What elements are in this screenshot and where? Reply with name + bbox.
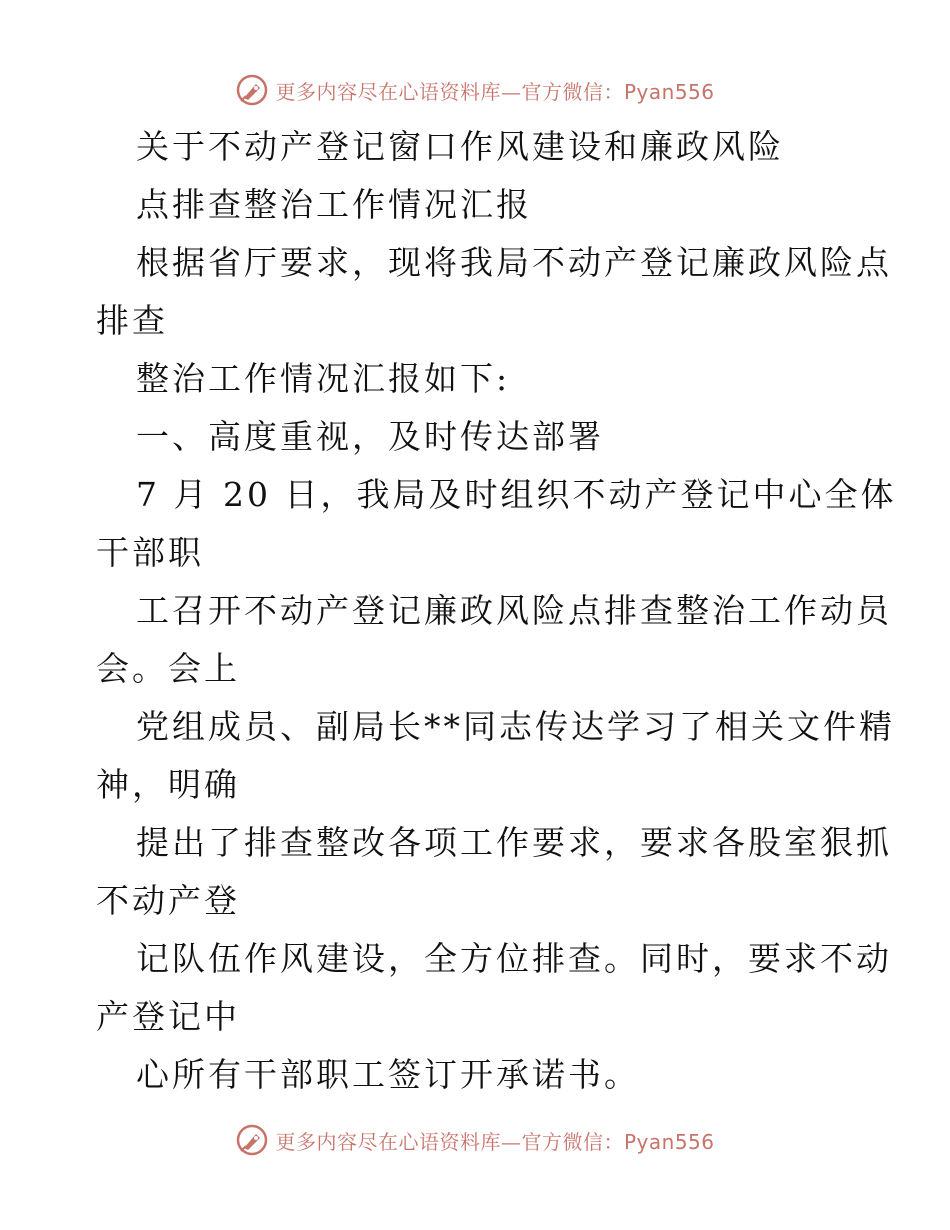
title-line-1: 关于不动产登记窗口作风建设和廉政风险 <box>136 127 784 166</box>
paragraph-line: 干部职 <box>96 533 204 572</box>
paragraph-line: 提出了排查整改各项工作要求，要求各股室狠抓 <box>136 823 892 862</box>
paragraph-line: 整治工作情况汇报如下: <box>136 359 511 398</box>
paragraph-line: 工召开不动产登记廉政风险点排查整治工作动员 <box>136 591 892 630</box>
section-heading: 一、高度重视，及时传达部署 <box>136 417 604 456</box>
title-line-2: 点排查整治工作情况汇报 <box>136 185 532 224</box>
paragraph-line: 7 月 20 日，我局及时组织不动产登记中心全体 <box>136 475 897 514</box>
pen-nib-logo-icon <box>235 73 269 107</box>
paragraph-line: 心所有干部职工签订开承诺书。 <box>136 1055 640 1094</box>
watermark-text <box>275 1126 714 1155</box>
watermark-label: 更多内容尽在心语资料库—官方微信： <box>275 1129 624 1154</box>
paragraph-line: 根据省厅要求，现将我局不动产登记廉政风险点 <box>136 243 892 282</box>
paragraph-line: 排查 <box>96 301 168 340</box>
header-watermark <box>0 70 950 110</box>
paragraph-line: 产登记中 <box>96 997 240 1036</box>
paragraph-line: 记队伍作风建设，全方位排查。同时，要求不动 <box>136 939 892 978</box>
paragraph-line: 党组成员、副局长**同志传达学习了相关文件精 <box>136 707 895 746</box>
header-watermark-inner <box>235 73 714 107</box>
watermark-id: Pyan556 <box>623 79 715 104</box>
watermark-label: 更多内容尽在心语资料库—官方微信： <box>275 79 624 104</box>
watermark-text <box>275 76 714 105</box>
footer-watermark <box>0 1120 950 1160</box>
paragraph-line: 不动产登 <box>96 881 240 920</box>
pen-nib-logo-icon <box>235 1123 269 1157</box>
footer-watermark-inner <box>235 1123 714 1157</box>
paragraph-line: 神，明确 <box>96 765 240 804</box>
paragraph-line: 会。会上 <box>96 649 240 688</box>
watermark-id: Pyan556 <box>623 1129 715 1154</box>
document-body <box>96 118 897 1104</box>
